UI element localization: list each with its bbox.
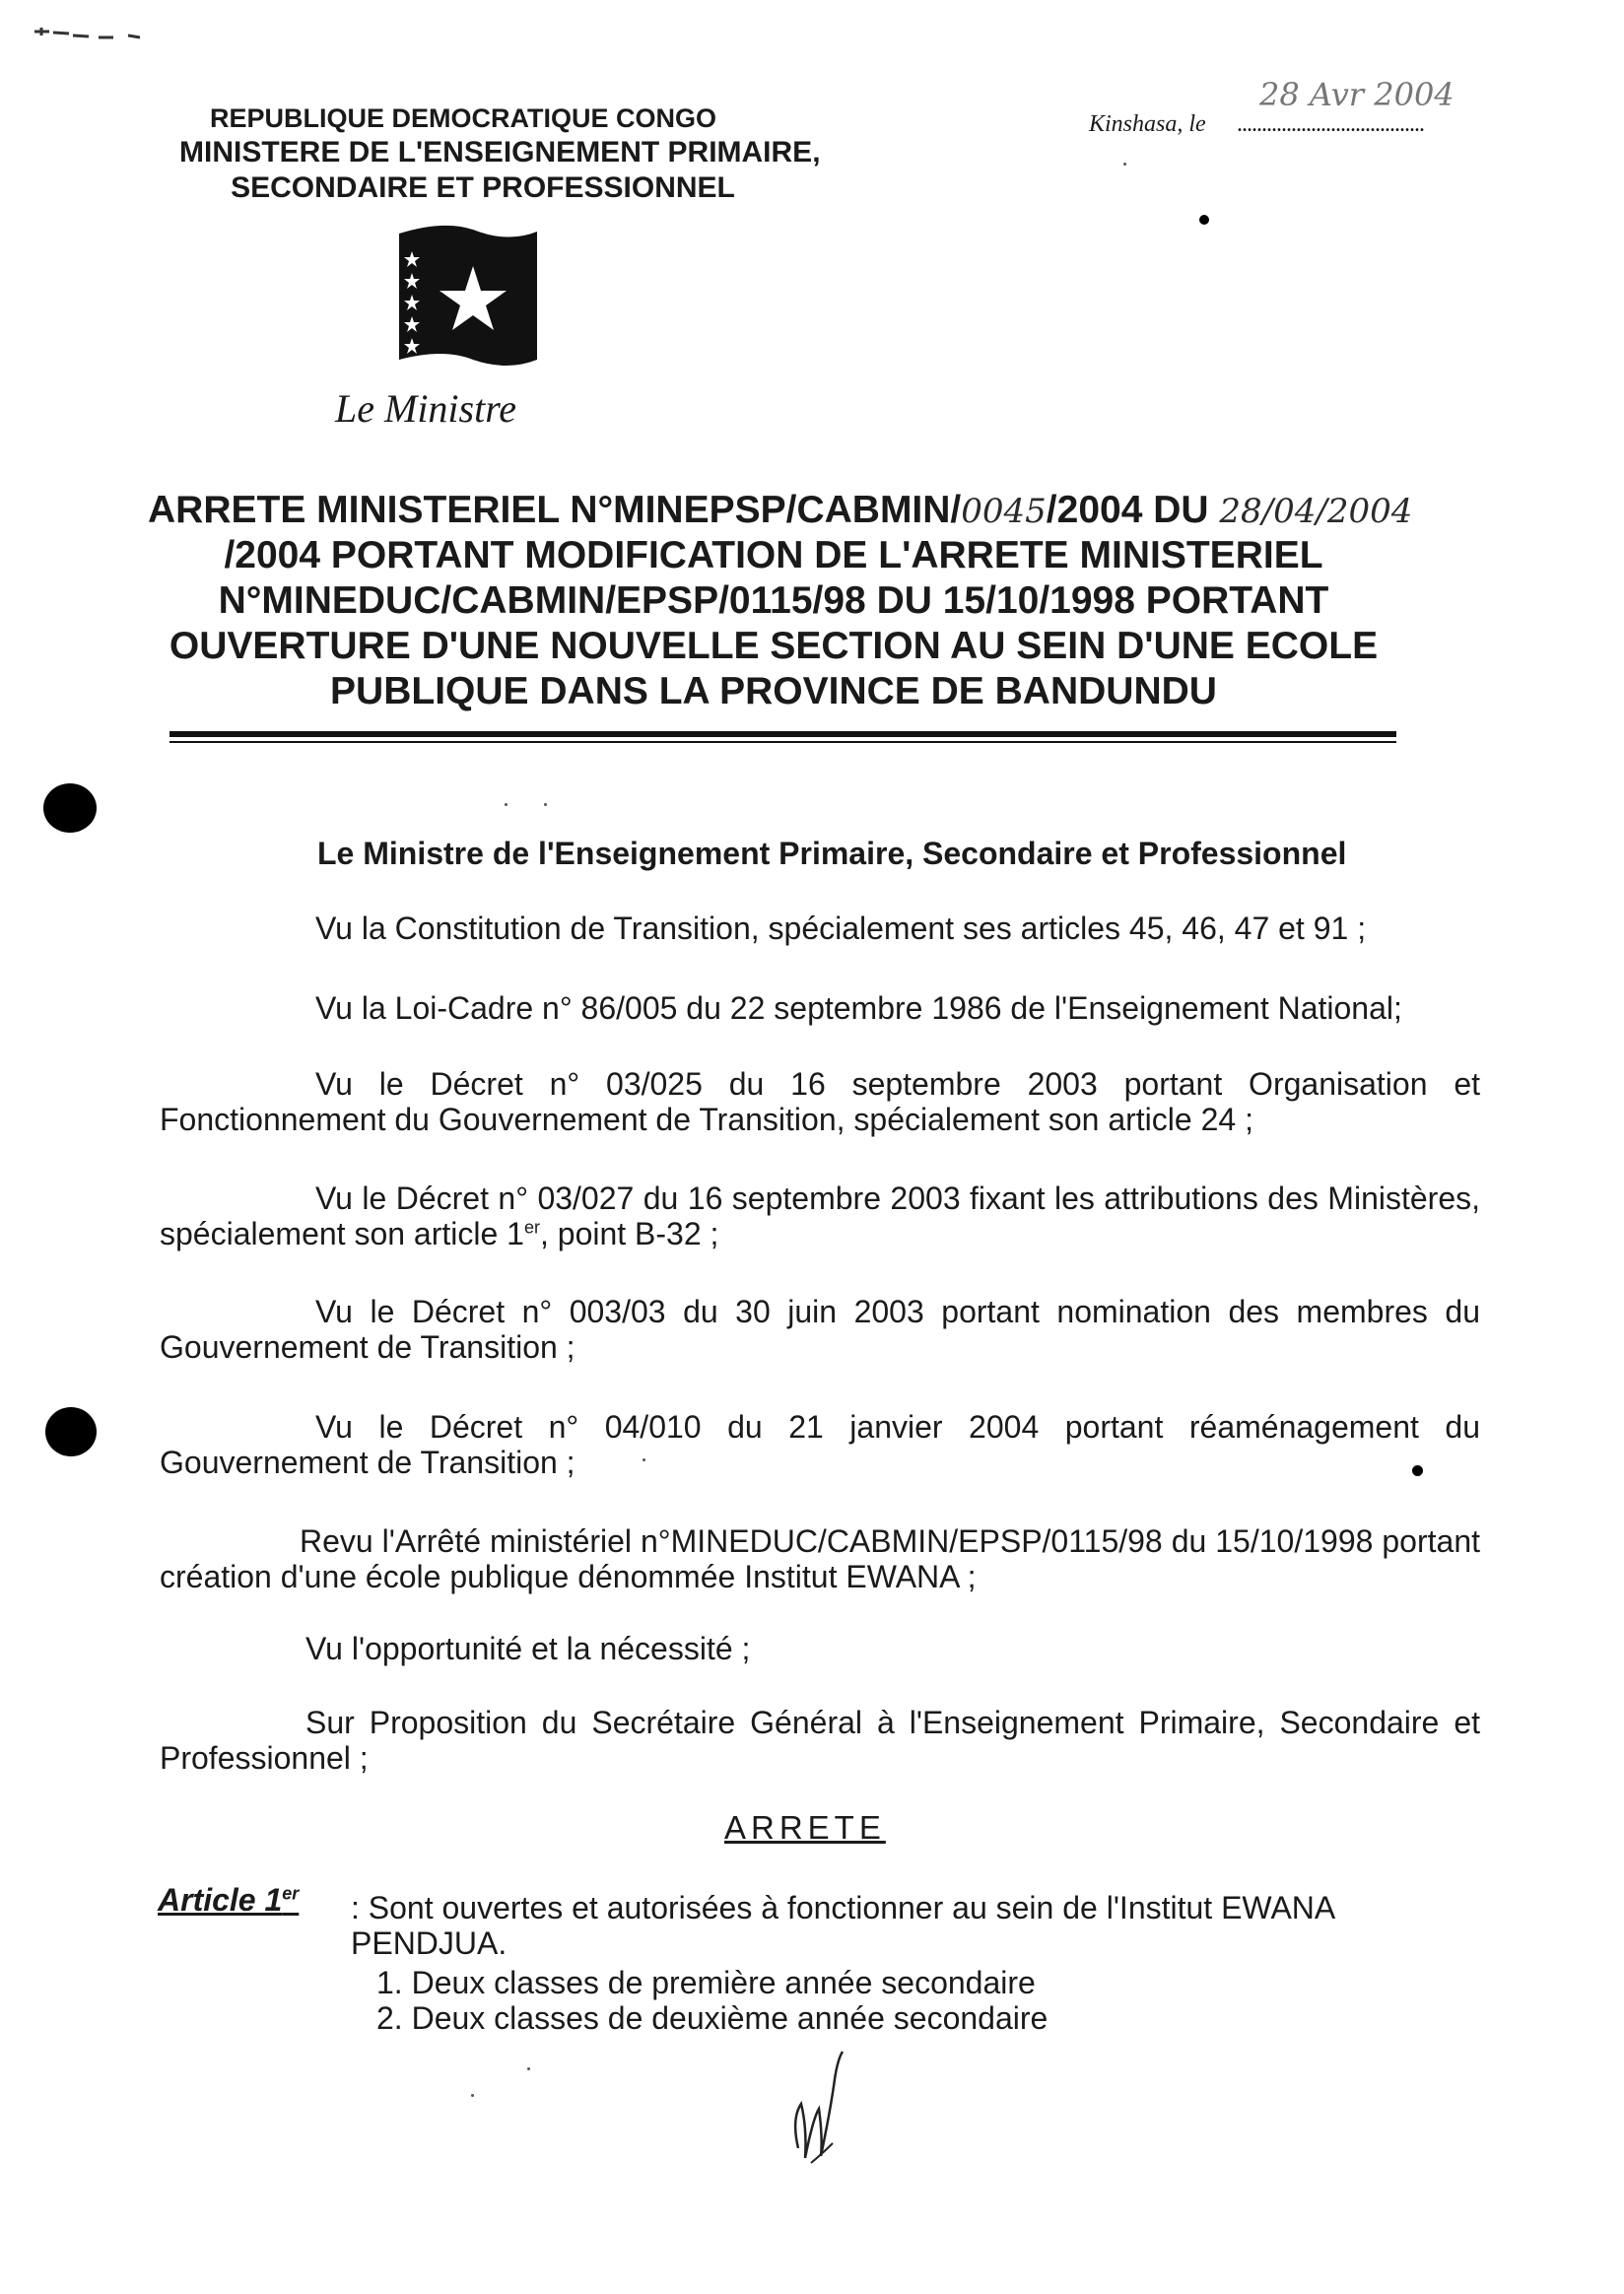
ministry-name-line2: SECONDAIRE ET PROFESSIONNEL	[231, 171, 735, 204]
handwritten-decree-date: 28/04/2004	[1219, 492, 1413, 531]
recital-decret-03-025: Vu le Décret n° 03/025 du 16 septembre 2003 portant Organisation et Fonctionnement du Gouvernement de Transition, spécialement son article 24 ;	[160, 1066, 1480, 1137]
scan-speck	[544, 803, 547, 806]
handwritten-date: 28 Avr 2004	[1259, 76, 1455, 113]
punch-hole-mark	[45, 1407, 97, 1456]
scan-speck	[643, 1458, 645, 1461]
article-1-label: Article 1er	[158, 1882, 300, 1918]
list-item: 1. Deux classes de première année secondaire	[376, 1965, 1036, 2000]
article-1-text: : Sont ouvertes et autorisées à fonctionner au sein de l'Institut EWANA PENDJUA.	[351, 1890, 1334, 1961]
issuing-authority: Le Ministre de l'Enseignement Primaire, Secondaire et Professionnel	[317, 836, 1347, 871]
decree-title-line2: /2004 PORTANT MODIFICATION DE L'ARRETE MINISTERIEL	[224, 534, 1323, 576]
ministry-name-line1: MINISTERE DE L'ENSEIGNEMENT PRIMAIRE,	[179, 136, 821, 169]
decree-title-line4: OUVERTURE D'UNE NOUVELLE SECTION AU SEIN D'UNE ECOLE	[169, 625, 1379, 667]
title-rule-thin	[169, 741, 1396, 743]
scan-speck	[527, 2067, 530, 2070]
handwritten-decree-number: 0045	[961, 492, 1047, 531]
republic-name: REPUBLIQUE DEMOCRATIQUE CONGO	[209, 103, 716, 133]
decree-title-line1: ARRETE MINISTERIEL N°MINEPSP/CABMIN/0045/2004 DU 28/04/2004	[148, 489, 1413, 531]
recital-opportunite: Vu l'opportunité et la nécessité ;	[305, 1631, 751, 1666]
title-rule-thick	[169, 731, 1396, 737]
decree-title-line5: PUBLIQUE DANS LA PROVINCE DE BANDUNDU	[330, 670, 1217, 712]
recital-proposition: Sur Proposition du Secrétaire Général à l'Enseignement Primaire, Secondaire et Professionnel ;	[160, 1705, 1480, 1776]
handwritten-initials	[783, 2050, 862, 2168]
recital-decret-003-03: Vu le Décret n° 003/03 du 30 juin 2003 portant nomination des membres du Gouvernement de Transition ;	[160, 1294, 1480, 1365]
scan-speck	[505, 803, 508, 806]
recital-decret-03-027: Vu le Décret n° 03/027 du 16 septembre 2003 fixant les attributions des Ministères, spécialement son article 1er, point B-32 ;	[160, 1181, 1480, 1251]
minister-signature-title: Le Ministre	[335, 386, 517, 431]
date-dotted-line: ......................................	[1237, 111, 1424, 137]
recital-constitution: Vu la Constitution de Transition, spécialement ses articles 45, 46, 47 et 91 ;	[315, 911, 1367, 946]
recital-decret-04-010: Vu le Décret n° 04/010 du 21 janvier 2004 portant réaménagement du Gouvernement de Transition ;	[160, 1409, 1480, 1480]
arrete-heading: ARRETE	[724, 1809, 886, 1846]
punch-hole-mark	[43, 783, 97, 833]
recital-loi-cadre: Vu la Loi-Cadre n° 86/005 du 22 septembre 1986 de l'Enseignement National;	[315, 990, 1402, 1026]
scan-speck	[471, 2094, 474, 2097]
ink-dot	[1199, 215, 1209, 225]
list-item: 2. Deux classes de deuxième année secondaire	[376, 2000, 1049, 2036]
decree-title-line3: N°MINEDUC/CABMIN/EPSP/0115/98 DU 15/10/1998 PORTANT	[218, 579, 1329, 622]
place-date-label: Kinshasa, le	[1089, 111, 1206, 137]
scan-speck	[1123, 163, 1126, 166]
flag-emblem	[384, 212, 552, 389]
corner-scribble	[30, 20, 148, 49]
recital-revu-arrete: Revu l'Arrêté ministériel n°MINEDUC/CABMIN/EPSP/0115/98 du 15/10/1998 portant création d'une école publique dénommée Institut EWANA ;	[160, 1523, 1480, 1594]
